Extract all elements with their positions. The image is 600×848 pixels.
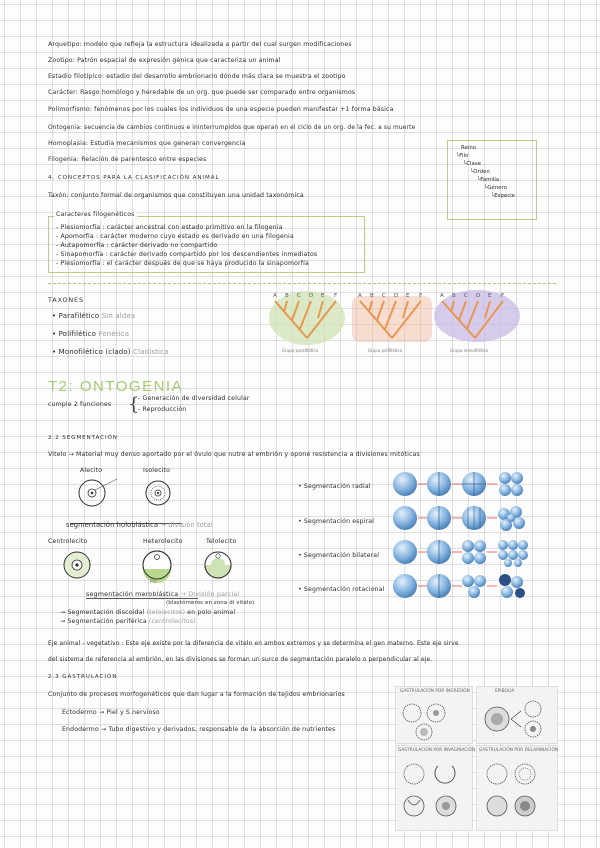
segmentation-type: • Segmentación radial [298,483,371,490]
tree-tip: F [419,293,423,299]
axis-definition-line2: del sistema de referencia al embrión, en las divisiones se forman un surco de segmentación paralelo o perpendicular al eje. [48,657,433,663]
egg-label: Alecito [80,467,103,474]
phylogenetic-trees [262,288,540,358]
definition-item: Homoplasia: Estudia mecanismos que generan convergencia [48,140,246,147]
taxonomy-level: └Especie [491,193,515,199]
vegetal-pole-label: P.V [150,580,157,585]
meroblastic-label: segmentación meroblástica → División parcial [86,590,240,598]
taxonomy-level: └Filo [456,153,469,159]
taxon-definition: Taxón: conjunto formal de organismos que constituyen una unidad taxonómica [48,192,304,199]
section-title: T2: ONTOGENIA [48,378,184,395]
tree-tip: E [406,293,410,299]
gastrulation-panel [476,686,558,744]
function-item: - Generación de diversidad celular [138,395,250,402]
cleavage-illustrations [392,468,542,608]
tree-tip: C [297,293,301,299]
taxon-type: • Monofilético (clado) Cladística [52,348,169,356]
tree-tip: B [285,293,289,299]
rotational-cleavage [393,574,525,598]
segmentation-type: • Segmentación rotacional [298,586,385,593]
segmentation-type: • Segmentación bilateral [298,552,380,559]
tree-tip: D [476,293,481,299]
functions-label: cumple 2 funciones [48,401,112,408]
definition-item: Zootipo: Patrón espacial de expresión génica que caracteriza un animal [48,57,281,64]
phylogenetic-item: - Plesiomorfía : el carácter después de que se haya producido la sinapomorfía [56,260,309,267]
radial-cleavage [393,472,523,496]
invagination-diagram [400,760,470,828]
tree-tip: A [273,293,277,299]
gastrulation-panel [395,686,473,744]
tree-tip: F [501,293,505,299]
definition-item: Arquetipo: modelo que refleja la estructura idealizada a partir del cual surgen modificaciones [48,41,352,48]
taxonomy-level: Reino [461,145,477,151]
definition-item: Polimorfismo: fenómenos por los cuales los individuos de una especie pueden manifestar +1 forma básica [48,106,394,113]
meroblastic-subtype: → Segmentación periférica (centrolecitos) [60,618,196,625]
tree-tip: B [452,293,456,299]
panel-title: GASTRULACIÓN POR INGRESIÓN [400,689,470,694]
meroblastic-subtype: → Segmentación discoidal (telolecitos) en polo animal [60,609,236,616]
section-divider [48,283,556,284]
axis-definition-line1: Eje animal - vegetativo : Este eje existe por la diferencia de vitelo en ambos extremos y se determina el gen materno. Este eje sirve [48,641,459,647]
concepts-heading: 4. CONCEPTOS PARA LA CLASIFICACIÓN ANIMAL [48,175,220,181]
gastrulation-definition: Conjunto de procesos morfogenéticos que dan lugar a la formación de tejidos embrionarios [48,691,345,698]
definition-item: Estadio filotípico: estadio del desarrollo embrionario dónde más clara se muestra el zootipo [48,73,346,80]
tree-tip: F [334,293,338,299]
tree-caption: Grupo parafilético [282,348,319,353]
tree-tip: C [382,293,386,299]
taxonomy-level: └Orden [470,169,490,175]
phylogenetic-item: - Sinapomorfía : carácter derivado compartido por los descendientes inmediatos [56,251,318,258]
egg-label: Telolecito [206,538,237,545]
panel-title: GASTRULACIÓN POR DELAMINACIÓN [479,748,559,753]
definition-item: Filogenia: Relación de parentesco entre especies [48,156,207,163]
egg-label: Isolecito [143,467,171,474]
segmentation-heading: 2.2 SEGMENTACIÓN [48,435,118,441]
germ-layer-item: Endodermo → Tubo digestivo y derivados, responsable de la absorción de nutrientes [62,726,336,733]
tree-tip: A [358,293,362,299]
egg-label: Centrolecito [48,538,88,545]
germ-layer-item: Ectodermo → Piel y S.nervioso [62,709,160,716]
definition-item: Ontogenia: secuencia de cambios continuos e ininterrumpidos que operan en el ciclo de un org. de la fec. a su muerte [48,125,416,131]
panel-title: GASTRULACIÓN POR INVAGINACIÓN [398,748,476,753]
tree-tip: E [321,293,325,299]
tree-tip: D [394,293,399,299]
gastrulation-heading: 2.3 GASTRULACIÓN [48,674,118,680]
meroblastic-note: (blastómeros en zona di vitelo) [166,600,255,606]
egg-diagrams-row1 [72,475,202,515]
tree-tip: E [488,293,492,299]
taxones-heading: TAXONES [48,296,84,304]
epiboly-diagram [481,699,555,741]
taxonomy-level: └Género [484,185,507,191]
segmentation-type: • Segmentación espiral [298,518,375,525]
vitelo-definition: Vitelo → Material muy denso aportado por el óvulo que nutre al embrión y opone resistencia a divisiones mitóticas [48,451,420,458]
spiral-cleavage [393,506,525,531]
brace: { [128,394,140,415]
holoblastic-label: segmentación holoblástica → división total [66,521,213,529]
taxonomy-level: └Clase [463,161,481,167]
tree-tip: A [440,293,444,299]
taxonomy-level: └Familia [477,177,500,183]
bilateral-cleavage [393,540,528,567]
phylogenetic-item: - Autapomorfía : carácter derivado no compartido [56,242,218,249]
gastrulation-panel [395,745,476,831]
tree-tip: D [309,293,314,299]
taxon-type: • Parafilético Sin aldea [52,312,136,320]
ingression-diagram [400,701,470,741]
tree-tip: C [464,293,468,299]
phylogenetic-item: - Plesiomorfía : carácter ancestral con estado primitivo en la filogenia [56,224,283,231]
taxon-type: • Polifilético Fenética [52,330,130,338]
tree-caption: Grupo polifilético [368,348,403,353]
taxonomy-box [447,140,537,220]
tree-caption: Grupo monofilético [450,348,489,353]
tree-tip: B [370,293,374,299]
gastrulation-panel [476,745,558,831]
phylogenetic-item: - Apomorfía : carácter moderno cuyo estado es derivado en una filogenia [56,233,294,240]
phylogenetic-box-title: Caracteres filogenéticos [56,211,135,218]
panel-title: EPIBOLIA [495,689,515,694]
function-item: - Reproducción [138,406,187,413]
egg-label: Heterolecito [143,538,183,545]
definition-item: Carácter: Rasgo homólogo y heredable de un org. que puede ser comparado entre organismos [48,89,356,96]
delamination-diagram [481,760,555,828]
